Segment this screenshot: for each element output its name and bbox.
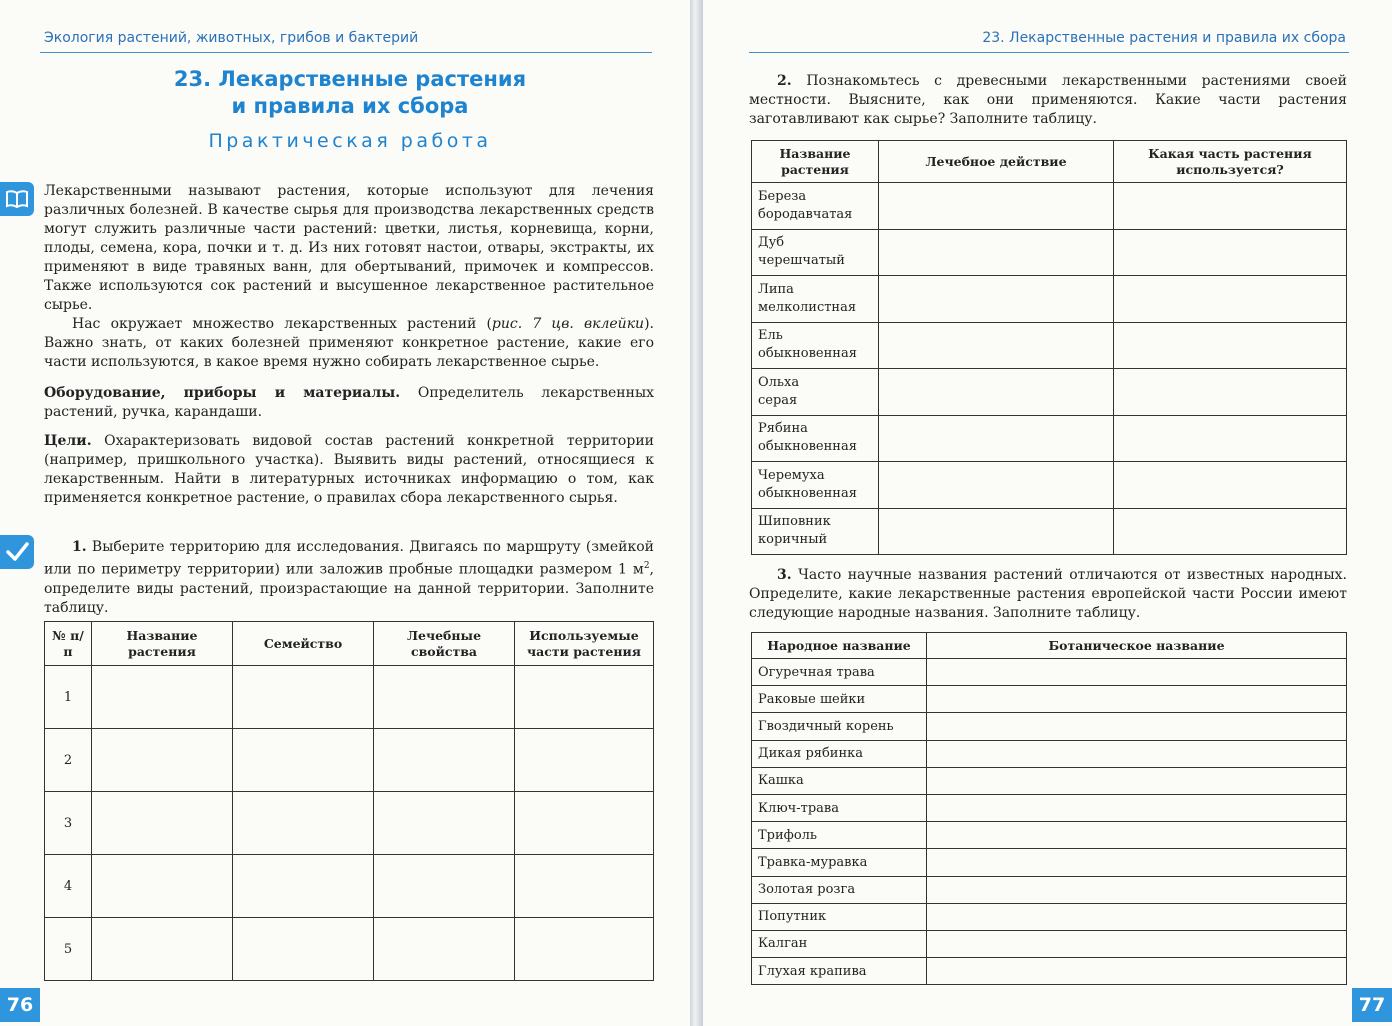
answer-cell[interactable]: [879, 276, 1114, 323]
page-title: [40, 66, 660, 120]
table-row: [752, 369, 1347, 416]
table-header: Ботаническое название: [927, 633, 1347, 659]
goals-text: Охарактеризовать видовой состав растений конкретной территории (например, пришкольного участка). Выявить виды растений, относящиеся к лекарственным. Найти в литературных источниках информацию о том, как применяется конкретное растение, о правилах сбора лекарственного сырья.: [44, 433, 654, 506]
table-row: [752, 903, 1347, 930]
task-1: 1. Выберите территорию для исследования. Двигаясь по маршруту (змейкой или по периметру территории) или заложив пробные площадки размером 1 $м^2$, определите виды растений, произрастающие на данной территории. Заполните таблицу.: [44, 539, 654, 616]
table-row: [752, 930, 1347, 957]
answer-cell[interactable]: [879, 369, 1114, 416]
equipment-text: Определитель лекарственных растений, ручка, карандаши.: [44, 385, 654, 420]
tree-name-cell: Рябина обыкновенная: [752, 415, 879, 462]
page-number-right: 77: [1352, 988, 1392, 1022]
table-row: [752, 183, 1347, 230]
answer-cell[interactable]: [927, 958, 1347, 985]
table-row: 3: [45, 792, 654, 855]
answer-cell[interactable]: [927, 713, 1347, 740]
table-header: Лечебное действие: [879, 141, 1114, 183]
folk-names-table: [751, 632, 1347, 985]
answer-cell[interactable]: [927, 767, 1347, 794]
table-row: [752, 822, 1347, 849]
header-rule-right: [749, 52, 1349, 53]
goals-paragraph: [44, 432, 654, 508]
table-row: [752, 462, 1347, 509]
table-header: Используемые части растения: [515, 622, 654, 666]
running-head-right: 23. Лекарственные растения и правила их сбора: [982, 30, 1346, 46]
table-header: Народное название: [752, 633, 927, 659]
folk-name-cell: Дикая рябинка: [752, 740, 927, 767]
table-row: 4: [45, 855, 654, 918]
folk-name-cell: Кашка: [752, 767, 927, 794]
page-number-left: 76: [0, 988, 40, 1022]
folk-name-cell: Калган: [752, 930, 927, 957]
folk-name-cell: Золотая розга: [752, 876, 927, 903]
answer-cell[interactable]: [1114, 369, 1347, 416]
answer-cell[interactable]: [927, 930, 1347, 957]
answer-cell[interactable]: [1114, 508, 1347, 555]
table-header: Название растения: [92, 622, 233, 666]
tree-name-cell: Ольха серая: [752, 369, 879, 416]
answer-cell[interactable]: [879, 508, 1114, 555]
answer-cell[interactable]: [927, 903, 1347, 930]
table-header: Лечебные свойства: [374, 622, 515, 666]
trees-table: [751, 140, 1347, 555]
answer-cell[interactable]: [879, 462, 1114, 509]
table-row: [752, 794, 1347, 821]
table-row: [752, 415, 1347, 462]
folk-name-cell: Ключ-трава: [752, 794, 927, 821]
table-row: [752, 322, 1347, 369]
table-row: [752, 958, 1347, 985]
table-header: Название растения: [752, 141, 879, 183]
header-rule-left: [40, 52, 652, 53]
table-row: [752, 849, 1347, 876]
answer-cell[interactable]: [927, 794, 1347, 821]
equipment-paragraph: [44, 384, 654, 422]
answer-cell[interactable]: [1114, 415, 1347, 462]
table-row: [752, 713, 1347, 740]
folk-name-cell: Глухая крапива: [752, 958, 927, 985]
table-header: № п/п: [45, 622, 92, 666]
folk-name-cell: Трифоль: [752, 822, 927, 849]
answer-cell[interactable]: [879, 229, 1114, 276]
table-row: [752, 659, 1347, 686]
answer-cell[interactable]: [927, 740, 1347, 767]
tree-name-cell: Береза бородавчатая: [752, 183, 879, 230]
answer-cell[interactable]: [927, 876, 1347, 903]
book-icon: [0, 182, 34, 216]
tree-name-cell: Липа мелколистная: [752, 276, 879, 323]
table-row: [752, 229, 1347, 276]
answer-cell[interactable]: [927, 686, 1347, 713]
goals-label: Цели.: [44, 433, 92, 449]
answer-cell[interactable]: [927, 822, 1347, 849]
title-line-1: 23. Лекарственные растения: [173, 67, 527, 91]
folk-name-cell: Раковые шейки: [752, 686, 927, 713]
equipment-label: Оборудование, приборы и материалы.: [44, 385, 401, 401]
tree-name-cell: Шиповник коричный: [752, 508, 879, 555]
table-row: 5: [45, 918, 654, 981]
right-page: [703, 0, 1392, 1026]
tree-name-cell: Дуб черешчатый: [752, 229, 879, 276]
task-2: 2. Познакомьтесь с древесными лекарственными растениями своей местности. Выясните, как они применяются. Какие части растения заготавливают как сырье? Заполните таблицу.: [749, 73, 1347, 127]
table-row: [752, 686, 1347, 713]
answer-cell[interactable]: [927, 659, 1347, 686]
task-3-number: 3.: [777, 567, 792, 583]
table-row: [752, 740, 1347, 767]
table-row: [752, 508, 1347, 555]
answer-cell[interactable]: [879, 415, 1114, 462]
intro-paragraph-2: Нас окружает множество лекарственных растений (рис. 7 цв. вклейки). Важно знать, от каких болезней применяют конкретное растение, какие его части используются, в какое время нужно собирать лекарственное сырье.: [44, 316, 654, 370]
book-gutter: [690, 0, 703, 1026]
answer-cell[interactable]: [879, 183, 1114, 230]
task-2-number: 2.: [777, 73, 792, 89]
intro-text: [44, 182, 654, 372]
answer-cell[interactable]: [927, 849, 1347, 876]
folk-name-cell: Травка-муравка: [752, 849, 927, 876]
tree-name-cell: Ель обыкновенная: [752, 322, 879, 369]
checkmark-icon: [0, 535, 34, 569]
answer-cell[interactable]: [1114, 276, 1347, 323]
table-header: Семейство: [233, 622, 374, 666]
folk-name-cell: Попутник: [752, 903, 927, 930]
table-row: [752, 876, 1347, 903]
title-line-2: и правила их сбора: [231, 94, 469, 118]
plants-table: [44, 621, 654, 981]
table-row: 2: [45, 729, 654, 792]
running-head-left: Экология растений, животных, грибов и бактерий: [44, 30, 419, 46]
answer-cell[interactable]: [1114, 462, 1347, 509]
page-subtitle: Практическая работа: [208, 130, 492, 152]
tree-name-cell: Черемуха обыкновенная: [752, 462, 879, 509]
answer-cell[interactable]: [1114, 229, 1347, 276]
folk-name-cell: Огуречная трава: [752, 659, 927, 686]
answer-cell[interactable]: [879, 322, 1114, 369]
task-1-number: 1.: [72, 539, 87, 555]
table-row: [752, 767, 1347, 794]
task-3: 3. Часто научные названия растений отличаются от известных народных. Определите, какие лекарственные растения европейской части России имеют следующие народные названия. Заполните таблицу.: [749, 567, 1347, 621]
answer-cell[interactable]: [1114, 183, 1347, 230]
table-row: 1: [45, 666, 654, 729]
table-row: [752, 276, 1347, 323]
intro-paragraph-1: Лекарственными называют растения, которые используют для лечения различных болезней. В качестве сырья для производства лекарственных средств могут служить различные части растений: цветки, листья, корневища, корни, плоды, семена, кора, почки и т. д. Из них готовят настои, отвары, экстракты, их применяют в виде травяных ванн, для обертываний, примочек и компрессов. Также используются сок растений и высушенное лекарственное растительное сырье.: [44, 183, 654, 313]
table-header: Какая часть растения используется?: [1114, 141, 1347, 183]
answer-cell[interactable]: [1114, 322, 1347, 369]
folk-name-cell: Гвоздичный корень: [752, 713, 927, 740]
left-page: [0, 0, 690, 1026]
